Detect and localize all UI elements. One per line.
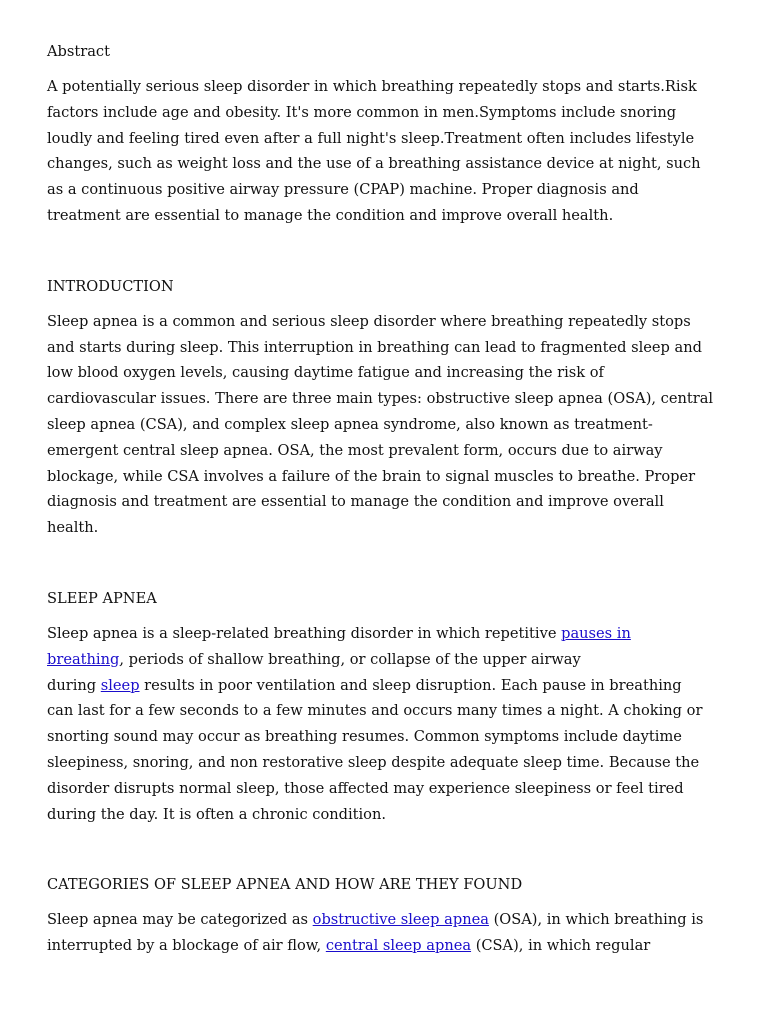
- abstract-line: treatment are essential to manage the condition and improve overall health.: [47, 206, 614, 224]
- central-sleep-apnea-link[interactable]: central sleep apnea: [325, 937, 472, 955]
- text-run: , periods of shallow breathing, or collapse of the upper airway: [119, 650, 581, 668]
- introduction-paragraph: [47, 309, 727, 541]
- introduction-line: sleep apnea (CSA), and complex sleep apnea syndrome, also known as treatment-: [47, 415, 653, 433]
- sleep-apnea-line: [47, 647, 727, 673]
- categories-line: [47, 907, 727, 933]
- abstract-line: factors include age and obesity. It's more common in men.Symptoms include snoring: [47, 103, 677, 121]
- abstract-paragraph: [47, 74, 727, 229]
- introduction-line: diagnosis and treatment are essential to manage the condition and improve overall: [47, 493, 664, 511]
- introduction-line: cardiovascular issues. There are three main types: obstructive sleep apnea (OSA), central: [47, 390, 714, 408]
- introduction-line: emergent central sleep apnea. OSA, the most prevalent form, occurs due to airway: [47, 441, 663, 459]
- sleep-apnea-line: disorder disrupts normal sleep, those affected may experience sleepiness or feel tired: [47, 779, 684, 797]
- obstructive-sleep-apnea-link[interactable]: obstructive sleep apnea: [312, 911, 489, 929]
- sleep-apnea-line: [47, 621, 727, 647]
- categories-line: [47, 933, 727, 959]
- sleep-link[interactable]: sleep: [100, 676, 140, 694]
- text-run: Sleep apnea is a sleep-related breathing disorder in which repetitive: [47, 624, 562, 642]
- sleep-apnea-paragraph: [47, 621, 727, 827]
- sleep-apnea-line: during the day. It is often a chronic condition.: [47, 805, 386, 823]
- text-run: Sleep apnea may be categorized as: [47, 911, 313, 929]
- sleep-apnea-line: sleepiness, snoring, and non restorative sleep despite adequate sleep time. Because the: [47, 753, 700, 771]
- document-page: [47, 40, 727, 959]
- introduction-heading: INTRODUCTION: [47, 277, 174, 295]
- introduction-line: low blood oxygen levels, causing daytime fatigue and increasing the risk of: [47, 364, 604, 382]
- categories-heading: CATEGORIES OF SLEEP APNEA AND HOW ARE THEY FOUND: [47, 876, 523, 894]
- abstract-line: as a continuous positive airway pressure (CPAP) machine. Proper diagnosis and: [47, 181, 639, 199]
- introduction-line: Sleep apnea is a common and serious sleep disorder where breathing repeatedly stops: [47, 312, 691, 330]
- abstract-line: A potentially serious sleep disorder in which breathing repeatedly stops and starts.Risk: [47, 78, 697, 95]
- sleep-apnea-line: can last for a few seconds to a few minutes and occurs many times a night. A choking or: [47, 702, 703, 720]
- text-run: results in poor ventilation and sleep disruption. Each pause in breathing: [139, 676, 682, 694]
- abstract-line: changes, such as weight loss and the use of a breathing assistance device at night, such: [47, 155, 701, 173]
- text-run: interrupted by a blockage of air flow,: [47, 937, 326, 955]
- abstract-line: loudly and feeling tired even after a full night's sleep.Treatment often includes lifestyle: [47, 129, 695, 147]
- abstract-heading: Abstract: [47, 43, 110, 60]
- introduction-line: blockage, while CSA involves a failure of the brain to signal muscles to breathe. Proper: [47, 467, 696, 485]
- introduction-line: and starts during sleep. This interruption in breathing can lead to fragmented sleep and: [47, 338, 702, 356]
- pauses-in-breathing-link-continued[interactable]: breathing: [47, 650, 120, 668]
- sleep-apnea-line: [47, 673, 727, 699]
- text-run: during: [47, 676, 101, 694]
- text-run: (CSA), in which regular: [471, 937, 651, 955]
- text-run: (OSA), in which breathing is: [488, 911, 704, 929]
- introduction-line: health.: [47, 519, 99, 537]
- sleep-apnea-line: snorting sound may occur as breathing resumes. Common symptoms include daytime: [47, 728, 682, 746]
- sleep-apnea-heading: SLEEP APNEA: [47, 589, 157, 607]
- categories-paragraph: [47, 907, 727, 959]
- pauses-in-breathing-link[interactable]: pauses in: [561, 624, 631, 642]
